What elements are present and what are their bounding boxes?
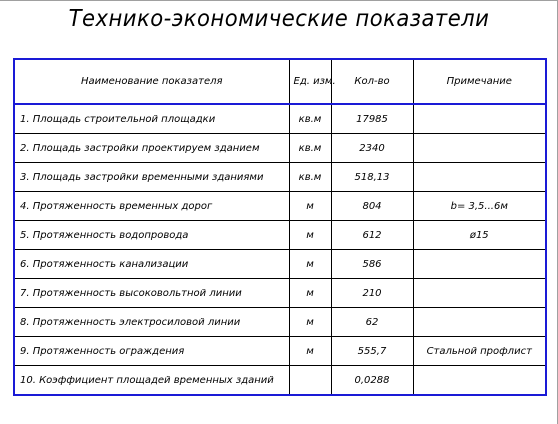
row-note: [413, 134, 546, 163]
row-name: 3. Площадь застройки временными зданиями: [14, 163, 289, 192]
header-name: Наименование показателя: [14, 59, 289, 104]
row-name: 6. Протяженность канализации: [14, 250, 289, 279]
row-quantity: 804: [331, 192, 413, 221]
row-name: 10. Коэффициент площадей временных зданий: [14, 366, 289, 396]
table-row: [14, 366, 546, 396]
header-quantity: Кол-во: [331, 59, 413, 104]
row-unit: кв.м: [289, 104, 331, 134]
row-unit: м: [289, 308, 331, 337]
row-name: 1. Площадь строительной площадки: [14, 104, 289, 134]
table-row: [14, 134, 546, 163]
row-name: 9. Протяженность ограждения: [14, 337, 289, 366]
row-note: [413, 104, 546, 134]
row-quantity: 555,7: [331, 337, 413, 366]
row-unit: м: [289, 192, 331, 221]
row-name: 8. Протяженность электросиловой линии: [14, 308, 289, 337]
row-quantity: 210: [331, 279, 413, 308]
table-row: [14, 250, 546, 279]
row-quantity: 17985: [331, 104, 413, 134]
row-name: 4. Протяженность временных дорог: [14, 192, 289, 221]
row-unit: кв.м: [289, 163, 331, 192]
row-quantity: 612: [331, 221, 413, 250]
row-note: b= 3,5...6м: [413, 192, 546, 221]
table-header-row: [14, 59, 546, 104]
row-unit: кв.м: [289, 134, 331, 163]
table-row: [14, 279, 546, 308]
row-note: [413, 366, 546, 396]
page-title: Технико-экономические показатели: [68, 6, 490, 32]
table-row: [14, 337, 546, 366]
row-note: [413, 279, 546, 308]
row-name: 5. Протяженность водопровода: [14, 221, 289, 250]
row-quantity: 518,13: [331, 163, 413, 192]
indicators-table: [13, 58, 547, 396]
row-note: [413, 250, 546, 279]
row-quantity: 0,0288: [331, 366, 413, 396]
row-quantity: 2340: [331, 134, 413, 163]
row-note: Стальной профлист: [413, 337, 546, 366]
table-row: [14, 104, 546, 134]
row-unit: м: [289, 221, 331, 250]
row-unit: м: [289, 279, 331, 308]
row-quantity: 586: [331, 250, 413, 279]
header-note: Примечание: [413, 59, 546, 104]
row-quantity: 62: [331, 308, 413, 337]
row-note: [413, 163, 546, 192]
row-name: 2. Площадь застройки проектируем зданием: [14, 134, 289, 163]
table-row: [14, 308, 546, 337]
row-note: ø15: [413, 221, 546, 250]
frame-edge-top: [0, 0, 558, 1]
table-row: [14, 163, 546, 192]
header-unit: Ед. изм.: [289, 59, 331, 104]
row-unit: м: [289, 250, 331, 279]
row-unit: м: [289, 337, 331, 366]
table-row: [14, 221, 546, 250]
row-note: [413, 308, 546, 337]
row-name: 7. Протяженность высоковольтной линии: [14, 279, 289, 308]
row-unit: [289, 366, 331, 396]
table-row: [14, 192, 546, 221]
